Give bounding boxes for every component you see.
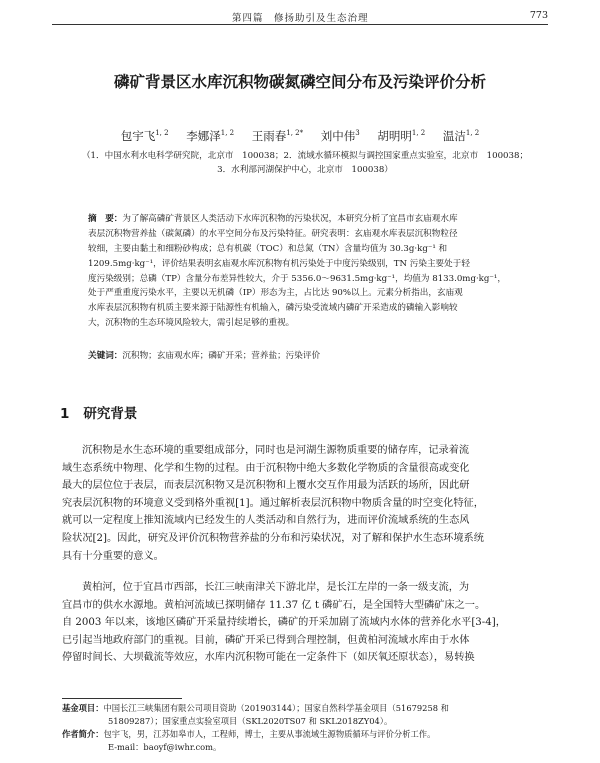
- author: 刘中伟$^3$: [320, 129, 360, 143]
- body-line: 究表层沉积物的环境意义受到格外重视[1]。通过解析表层沉积物中物质含量的时空变化特征，: [62, 497, 484, 509]
- keywords-text: 沉积物；玄庙观水库；磷矿开采；营养盐；污染评价: [122, 351, 321, 361]
- abstract-line: 较细，主要由黏土和细粉砂构成；总有机碳（TOC）和总氮（TN）含量均值为 30.3g·kg⁻¹ 和: [88, 243, 448, 254]
- author: 胡明明$^{1, 2}$: [377, 129, 426, 143]
- body-line: 具有十分重要的意义。: [62, 550, 164, 562]
- author: 王雨春$^{1, 2*}$: [251, 129, 304, 143]
- author-bio-line: 作者简介：包宇飞，男，江苏如皋市人，工程师，博士，主要从事流域生源物质循环与评价分析工作。: [62, 729, 436, 739]
- header-section-title: 第四篇 修扬助引及生态治理: [232, 13, 369, 24]
- funding-line: 51809287）；国家重点实验室项目（SKL2020TS07 和 SKL2018ZY04）。: [108, 716, 393, 726]
- section-heading: [60, 402, 137, 422]
- abstract: [88, 212, 518, 331]
- abstract-line: 度污染级别；总磷（TP）含量分布差异性较大，介于 5356.0～9631.5mg·kg⁻¹，均值为 8133.0mg·kg⁻¹，: [88, 273, 506, 284]
- author-bio-label: 作者简介：: [62, 729, 104, 739]
- section-number: 1: [60, 406, 70, 422]
- section-title: 研究背景: [83, 406, 138, 422]
- abstract-line: 水库表层沉积物有机质主要来源于陆源性有机输入，磷污染受流域内磷矿开采造成的磷输入影响较: [88, 303, 458, 314]
- abstract-line: 1209.5mg·kg⁻¹，评价结果表明玄庙观水库沉积物有机污染处于中度污染级别，TN 污染主要处于轻: [88, 258, 470, 269]
- body-line: 黄柏河，位于宜昌市西部，长江三峡南津关下游北岸，是长江左岸的一条一级支流，为: [82, 582, 470, 593]
- abstract-line: 表层沉积物营养盐（碳氮磷）的水平空间分布及污染特征。研究表明：玄庙观水库表层沉积物粒径: [88, 228, 458, 239]
- body-line: 已引起当地政府部门的重视。目前，磷矿开采已得到合理控制，但黄柏河流域水库由于水体: [62, 634, 470, 646]
- footnotes: [62, 702, 550, 754]
- author: 李娜泽$^{1, 2}$: [186, 129, 235, 143]
- abstract-line: 处于严重重度污染水平，主要以无机磷（IP）形态为主，占比达 90%以上。元素分析指出，玄庙观: [88, 288, 463, 299]
- author: 包宇飞$^{1, 2}$: [120, 129, 169, 143]
- body-line: 宜昌市的供水水源地。黄柏河流域已探明储存 11.37 亿 t 磷矿石，是全国特大型磷矿床之一。: [62, 599, 486, 611]
- keywords: [88, 349, 518, 361]
- affiliation-line: （1．中国水利水电科学研究院，北京市 100038；2．流域水循环模拟与调控国家重点实验室，北京市 100038；: [81, 151, 529, 161]
- funding-line: 基金项目：中国长江三峡集团有限公司项目资助（201903144）；国家自然科学基金项目（51679258 和: [62, 703, 449, 713]
- abstract-line: 摘 要：为了解高磷矿背景区人类活动下水库沉积物的污染状况，本研究分析了宜昌市玄庙观水库: [88, 214, 458, 224]
- abstract-label: 摘 要：: [88, 214, 123, 224]
- body-line: 自 2003 年以来，该地区磷矿开采量持续增长，磷矿的开采加剧了流域内水体的营养化水平[3-4]，: [62, 617, 506, 629]
- author-email: E-mail：baoyf@iwhr.com。: [108, 742, 222, 752]
- affiliation-line: 3．水利部河湖保护中心，北京市 100038）: [217, 165, 393, 175]
- paragraph-1: [62, 442, 550, 565]
- body-line: 域生态系统中物理、化学和生物的过程。由于沉积物中绝大多数化学物质的含量很高或变化: [62, 462, 470, 474]
- funding-label: 基金项目：: [62, 703, 104, 713]
- author-list: [0, 128, 600, 144]
- author: 温洁$^{1, 2}$: [442, 129, 480, 143]
- body-line: 险状况[2]。因此，研究及评价沉积物营养盐的分布和污染状况，对了解和保护水生态环境系统: [62, 532, 484, 544]
- keywords-label: 关键词：: [88, 351, 123, 361]
- footnote-rule: [62, 698, 182, 699]
- header-rule: [52, 24, 548, 25]
- abstract-line: 大，沉积物的生态环境风险较大，需引起足够的重视。: [88, 318, 295, 329]
- paragraph-2: [62, 579, 550, 667]
- body-line: 沉积物是水生态环境的重要组成部分，同时也是河湖生源物质重要的储存库，记录着流: [82, 445, 470, 456]
- body-line: 就可以一定程度上推知流域内已经发生的人类活动和自然行为，进而评价流域系统的生态风: [62, 515, 470, 527]
- body-line: 停留时间长、大坝截流等效应，水库内沉积物可能在一定条件下（如厌氧还原状态），易转换: [62, 652, 475, 664]
- paper-title: 磷矿背景区水库沉积物碳氮磷空间分布及污染评价分析: [113, 73, 486, 91]
- body-line: 最大的层位位于表层，而表层沉积物又是沉积物和上覆水交互作用最为活跃的场所，因此研: [62, 480, 470, 492]
- running-header: [52, 10, 548, 24]
- page-number: 773: [529, 10, 548, 21]
